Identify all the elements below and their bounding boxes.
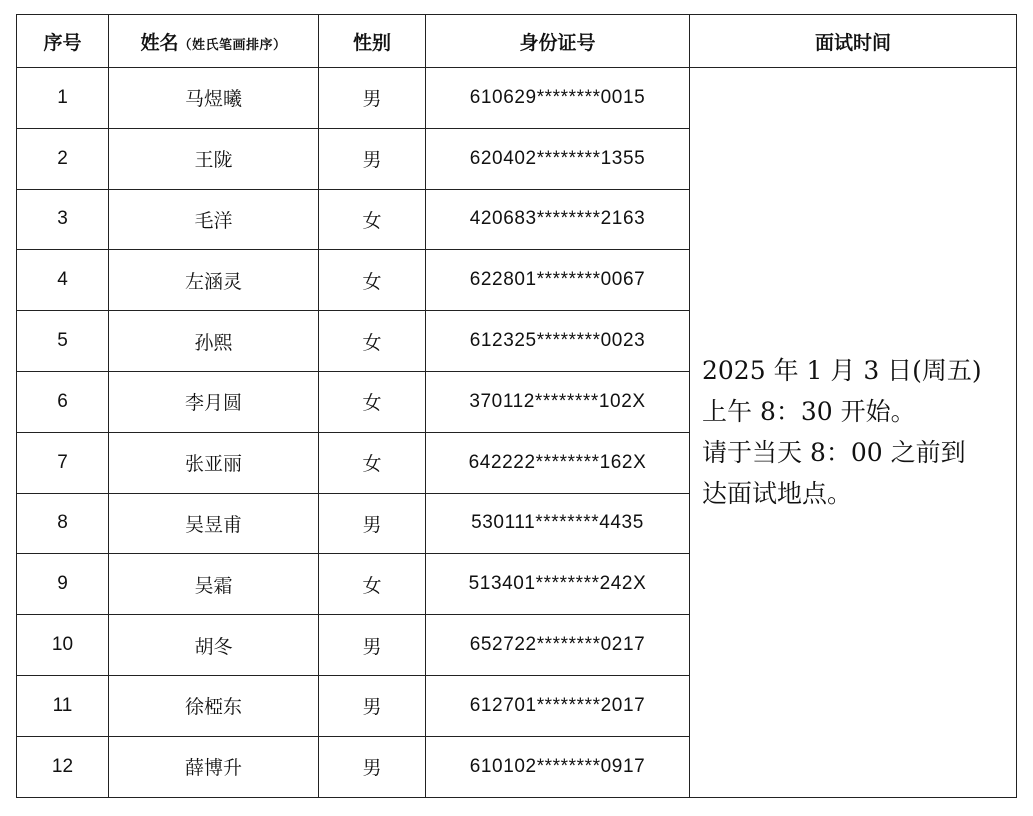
interview-time-line1: 2025 年 1 月 3 日(周五) <box>702 356 982 386</box>
id-number-cell: 612325********0023 <box>426 311 690 372</box>
gender-cell: 男 <box>319 675 426 736</box>
id-number-cell: 622801********0067 <box>426 250 690 311</box>
name-cell: 徐椏东 <box>109 675 319 736</box>
id-number-cell: 513401********242X <box>426 554 690 615</box>
seq-cell: 11 <box>17 675 109 736</box>
interview-time-line3: 请于当天 8：00 之前到 <box>702 438 966 468</box>
header-row <box>17 15 1017 68</box>
gender-cell: 男 <box>319 128 426 189</box>
id-number-cell: 420683********2163 <box>426 189 690 250</box>
gender-cell: 女 <box>319 311 426 372</box>
header-interview-time: 面试时间 <box>690 15 1017 68</box>
interview-time-cell <box>690 68 1017 798</box>
gender-cell: 女 <box>319 189 426 250</box>
seq-cell: 9 <box>17 554 109 615</box>
id-number-cell: 652722********0217 <box>426 615 690 676</box>
name-cell: 王陇 <box>109 128 319 189</box>
name-cell: 张亚丽 <box>109 432 319 493</box>
interview-time-line4: 达面试地点。 <box>702 479 853 509</box>
table-row <box>17 68 1017 129</box>
header-gender: 性别 <box>319 15 426 68</box>
header-seq: 序号 <box>17 15 109 68</box>
gender-cell: 女 <box>319 371 426 432</box>
seq-cell: 10 <box>17 615 109 676</box>
id-number-cell: 530111********4435 <box>426 493 690 554</box>
id-number-cell: 642222********162X <box>426 432 690 493</box>
seq-cell: 8 <box>17 493 109 554</box>
header-name <box>109 15 319 68</box>
gender-cell: 女 <box>319 554 426 615</box>
name-cell: 薛博升 <box>109 736 319 797</box>
id-number-cell: 370112********102X <box>426 371 690 432</box>
name-cell: 左涵灵 <box>109 250 319 311</box>
id-number-cell: 610102********0917 <box>426 736 690 797</box>
gender-cell: 女 <box>319 250 426 311</box>
seq-cell: 6 <box>17 371 109 432</box>
seq-cell: 7 <box>17 432 109 493</box>
id-number-cell: 610629********0015 <box>426 68 690 129</box>
name-cell: 马煜曦 <box>109 68 319 129</box>
name-cell: 毛洋 <box>109 189 319 250</box>
gender-cell: 男 <box>319 615 426 676</box>
interview-time-line2: 上午 8：30 开始。 <box>702 397 916 427</box>
header-name-label: 姓名 <box>140 31 179 54</box>
name-cell: 吴霜 <box>109 554 319 615</box>
id-number-cell: 612701********2017 <box>426 675 690 736</box>
header-name-note: （姓氏笔画排序） <box>178 37 287 53</box>
id-number-cell: 620402********1355 <box>426 128 690 189</box>
seq-cell: 2 <box>17 128 109 189</box>
seq-cell: 4 <box>17 250 109 311</box>
gender-cell: 男 <box>319 493 426 554</box>
gender-cell: 男 <box>319 68 426 129</box>
seq-cell: 1 <box>17 68 109 129</box>
seq-cell: 3 <box>17 189 109 250</box>
name-cell: 胡冬 <box>109 615 319 676</box>
seq-cell: 12 <box>17 736 109 797</box>
name-cell: 李月圆 <box>109 371 319 432</box>
header-id: 身份证号 <box>426 15 690 68</box>
name-cell: 孙熙 <box>109 311 319 372</box>
candidate-table <box>16 14 1017 798</box>
gender-cell: 男 <box>319 736 426 797</box>
gender-cell: 女 <box>319 432 426 493</box>
name-cell: 吴昱甫 <box>109 493 319 554</box>
seq-cell: 5 <box>17 311 109 372</box>
